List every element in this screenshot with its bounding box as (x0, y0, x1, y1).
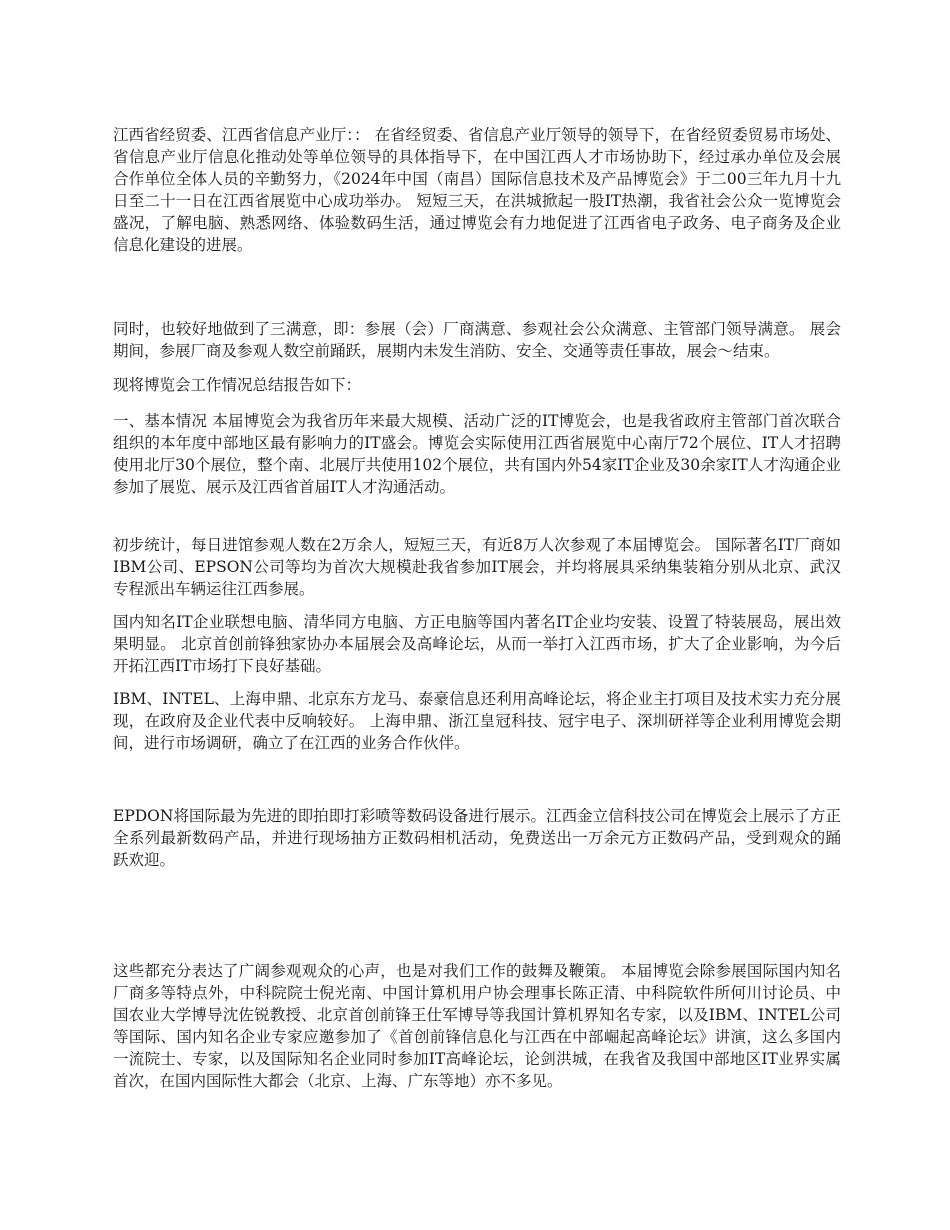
paragraph-forum-companies: IBM、INTEL、上海申鼎、北京东方龙马、泰豪信息还利用高峰论坛，将企业主打项目及技术实力充分展现，在政府及企业代表中反响较好。 上海申鼎、浙江皇冠科技、冠宇电子、深圳研祥等企业利用博览会期间，进行市场调研，确立了在江西的业务合作伙伴。 (113, 690, 841, 752)
paragraph-domestic-companies: 国内知名IT企业联想电脑、清华同方电脑、方正电脑等国内著名IT企业均安装、设置了特装展岛，展出效果明显。 北京首创前锋独家协办本届展会及高峰论坛，从而一举打入江西市场，扩大了企业影响，为今后开拓江西IT市场打下良好基础。 (113, 613, 841, 675)
paragraph-experts-forum: 这些都充分表达了广阔参观观众的心声，也是对我们工作的鼓舞及鞭策。 本届博览会除参展国际国内知名厂商多等特点外，中科院院士倪光南、中国计算机用户协会理事长陈正清、中科院软件所何川讨论员、中国农业大学博导沈佐锐教授、北京首创前锋王仕军博导等我国计算机界知名专家，以及IBM、INTEL公司等国际、国内知名企业专家应邀参加了《首创前锋信息化与江西在中部崛起高峰论坛》讲演，这么多国内一流院士、专家，以及国际知名企业同时参加IT高峰论坛，论剑洪城，在我省及我国中部地区IT业界实属首次，在国内国际性大都会（北京、上海、广东等地）亦不多见。 (113, 962, 841, 1090)
paragraph-report-lead: 现将博览会工作情况总结报告如下： (113, 376, 362, 394)
paragraph-basic-info: 一、基本情况 本届博览会为我省历年来最大规模、活动广泛的IT博览会，也是我省政府主管部门首次联合组织的本年度中部地区最有影响力的IT盛会。博览会实际使用江西省展览中心南厅72个展位、IT人才招聘使用北厅30个展位，整个南、北展厅共使用102个展位，共有国内外54家IT企业及30余家IT人才沟通企业参加了展览、展示及江西省首届IT人才沟通活动。 (113, 412, 841, 496)
paragraph-intro: 江西省经贸委、江西省信息产业厅：： 在省经贸委、省信息产业厅领导的领导下，在省经贸委贸易市场处、省信息产业厅信息化推动处等单位领导的具体指导下，在中国江西人才市场协助下，经过承办单位及会展合作单位全体人员的辛勤努力，《2024年中国（南昌）国际信息技术及产品博览会》于二00三年九月十九日至二十一日在江西省展览中心成功举办。 短短三天，在洪城掀起一股IT热潮，我省社会公众一览博览会盛况，了解电脑、熟悉网络、体验数码生活，通过博览会有力地促进了江西省电子政务、电子商务及企业信息化建设的进展。 (113, 126, 841, 254)
paragraph-satisfaction: 同时，也较好地做到了三满意，即：参展（会）厂商满意、参观社会公众满意、主管部门领导满意。 展会期间，参展厂商及参观人数空前踊跃，展期内未发生消防、安全、交通等责任事故，展会～结束。 (113, 320, 841, 360)
paragraph-digital-products: EPDON将国际最为先进的即拍即打彩喷等数码设备进行展示。江西金立信科技公司在博览会上展示了方正全系列最新数码产品，并进行现场抽方正数码相机活动，免费送出一万余元方正数码产品，受到观众的踊跃欢迎。 (113, 807, 841, 869)
paragraph-visitor-stats: 初步统计，每日进馆参观人数在2万余人，短短三天，有近8万人次参观了本届博览会。 国际著名IT厂商如IBM公司、EPSON公司等均为首次大规模赴我省参加IT展会，并均将展具采纳集装箱分别从北京、武汉专程派出车辆运往江西参展。 (113, 536, 841, 598)
